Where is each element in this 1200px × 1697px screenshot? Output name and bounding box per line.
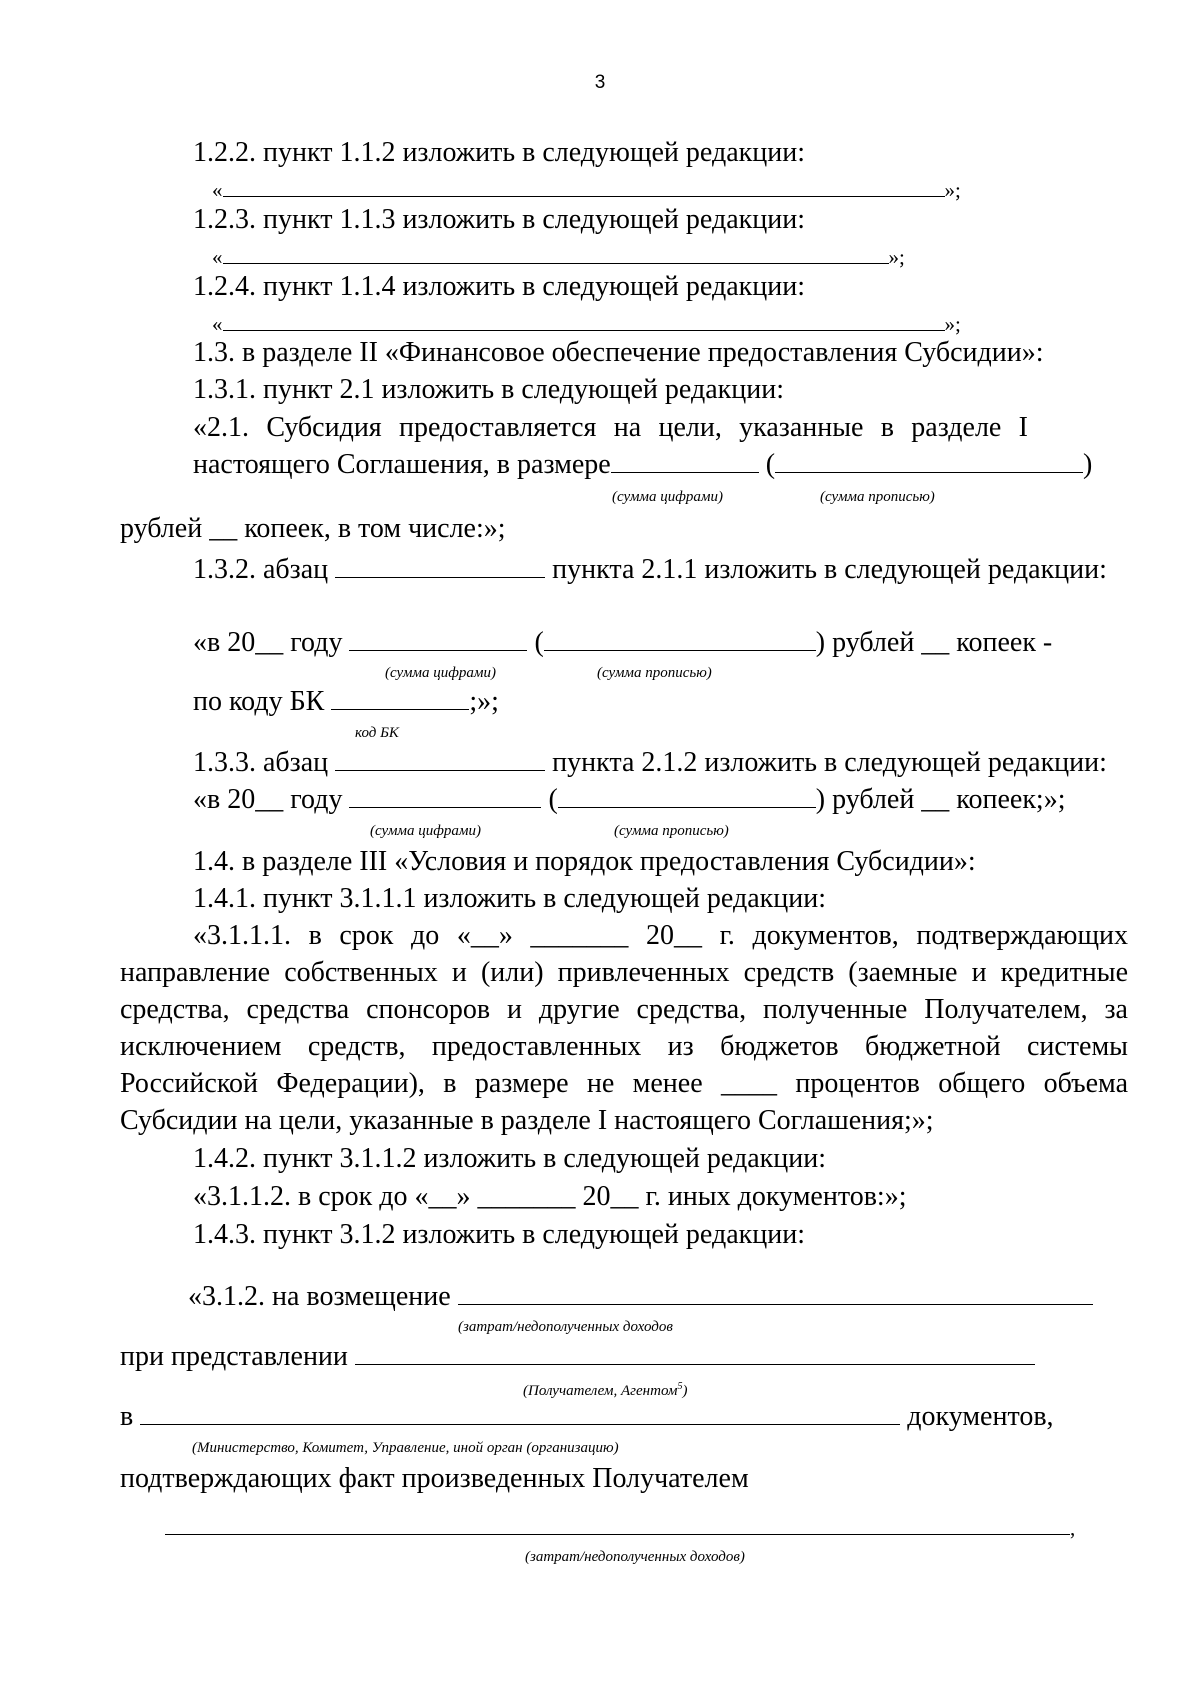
para-3-1-1-1-line6: Субсидии на цели, указанные в разделе I настоящего Соглашения;»;	[120, 1105, 934, 1136]
item-1-3-3-text: пункта 2.1.2 изложить в следующей редакции:	[552, 747, 1107, 778]
kbk-line	[193, 685, 499, 719]
item-2-1-line3: рублей __ копеек, в том числе:»;	[120, 513, 506, 544]
caption-costs-2: (затрат/недополученных доходов)	[525, 1549, 745, 1565]
fill-blank	[223, 172, 945, 197]
paragraph-blank	[335, 746, 545, 771]
paragraph-blank	[335, 553, 545, 578]
kbk-blank	[331, 685, 469, 710]
confirm-line: подтверждающих факт произведенных Получателем	[120, 1463, 749, 1494]
item-1-3-2	[193, 553, 1107, 587]
fill-blank	[223, 239, 889, 264]
caption-sum-digits: (сумма цифрами)	[370, 823, 481, 839]
caption-recipient-text: (Получателем, Агентом	[523, 1383, 678, 1399]
item-1-3-2-text: пункта 2.1.1 изложить в следующей редакции:	[552, 554, 1107, 585]
paren-open: (	[765, 449, 776, 480]
caption-ministry: (Министерство, Комитет, Управление, иной орган (организацию)	[192, 1440, 619, 1456]
quote-close: »;	[944, 312, 961, 336]
item-1-3-1: 1.3.1. пункт 2.1 изложить в следующей редакции:	[193, 374, 784, 405]
final-blank-line	[165, 1510, 1075, 1545]
caption-recipient	[523, 1378, 687, 1400]
quote-close: »;	[888, 245, 905, 269]
para-3-1-1-1-line1: «3.1.1.1. в срок до «__» _______ 20__ г. документов, подтверждающих	[193, 920, 1128, 951]
quote-open: «	[212, 178, 223, 202]
item-1-4-3: 1.4.3. пункт 3.1.2 изложить в следующей редакции:	[193, 1219, 805, 1250]
caption-sum-digits: (сумма цифрами)	[612, 489, 723, 505]
organ-line	[120, 1400, 1054, 1434]
item-1-3-2-label: 1.3.2. абзац	[193, 554, 329, 585]
costs-blank	[458, 1280, 1093, 1305]
para-3-1-1-1-line5: Российской Федерации), в размере не менее ____ процентов общего объема	[120, 1068, 1128, 1099]
paren-close: )	[1083, 449, 1093, 480]
item-1-2-3: 1.2.3. пункт 1.1.3 изложить в следующей редакции:	[193, 204, 805, 235]
fill-blank	[223, 306, 945, 331]
blank-line-1-1-2	[212, 172, 961, 207]
year-text: «в 20__ году	[193, 627, 343, 658]
sum-words-blank	[558, 783, 816, 808]
year-line-2-1-1	[193, 626, 1052, 660]
item-2-1-line2	[193, 448, 1092, 482]
page-number: 3	[594, 72, 606, 93]
sum-words-blank	[775, 448, 1083, 473]
recipient-blank	[355, 1340, 1035, 1365]
item-1-3: 1.3. в разделе II «Финансовое обеспечение предоставления Субсидии»:	[193, 337, 1044, 368]
sum-digits-blank	[349, 626, 527, 651]
year-text: «в 20__ году	[193, 784, 343, 815]
caption-sum-words: (сумма прописью)	[614, 823, 729, 839]
blank-line-1-1-3	[212, 239, 905, 274]
submission-line	[120, 1340, 1035, 1374]
year-line-2-1-2	[193, 783, 1065, 817]
para-3-1-1-1-line3: средства, средства спонсоров и другие средства, полученные Получателем, за	[120, 994, 1128, 1025]
final-comma: ,	[1070, 1516, 1076, 1540]
quote-open: «	[212, 245, 223, 269]
paren-open: (	[548, 784, 558, 815]
year-text-end: ) рублей __ копеек -	[815, 627, 1053, 658]
kbk-text: по коду БК	[193, 686, 325, 717]
sum-digits-blank	[349, 783, 541, 808]
quote-open: «	[212, 312, 223, 336]
organ-prefix: в	[120, 1401, 134, 1432]
caption-sum-digits: (сумма цифрами)	[385, 665, 496, 681]
caption-recipient-end: )	[682, 1383, 688, 1399]
para-3-1-1-1-line2: направление собственных и (или) привлеченных средств (заемные и кредитные	[120, 957, 1128, 988]
final-blank	[165, 1510, 1070, 1535]
footnote-ref: 5	[677, 1381, 683, 1392]
caption-sum-words: (сумма прописью)	[597, 665, 712, 681]
item-1-4-1: 1.4.1. пункт 3.1.1.1 изложить в следующей редакции:	[193, 883, 826, 914]
item-1-2-2: 1.2.2. пункт 1.1.2 изложить в следующей редакции:	[193, 137, 805, 168]
sum-words-blank	[544, 626, 816, 651]
item-2-1-line1: «2.1. Субсидия предоставляется на цели, указанные в разделе I	[193, 412, 1028, 443]
quote-close: »;	[944, 178, 961, 202]
item-3-1-2	[188, 1280, 1093, 1314]
para-3-1-1-1-line4: исключением средств, предоставленных из бюджетов бюджетной системы	[120, 1031, 1128, 1062]
item-1-2-4: 1.2.4. пункт 1.1.4 изложить в следующей редакции:	[193, 271, 805, 302]
submission-text: при представлении	[120, 1341, 348, 1372]
kbk-end: ;»;	[469, 686, 499, 717]
organ-blank	[140, 1400, 900, 1425]
paren-open: (	[534, 627, 544, 658]
item-1-3-3	[193, 746, 1107, 780]
item-3-1-1-2: «3.1.1.2. в срок до «__» _______ 20__ г. иных документов:»;	[193, 1181, 907, 1212]
item-3-1-2-text: «3.1.2. на возмещение	[188, 1281, 451, 1312]
organ-suffix: документов,	[907, 1401, 1054, 1432]
caption-kbk: код БК	[355, 725, 399, 741]
year-text-end: ) рублей __ копеек;»;	[815, 784, 1066, 815]
item-2-1-text: настоящего Соглашения, в размере	[193, 449, 611, 480]
item-1-4: 1.4. в разделе III «Условия и порядок предоставления Субсидии»:	[193, 846, 976, 877]
caption-costs: (затрат/недополученных доходов	[458, 1319, 673, 1335]
item-1-3-3-label: 1.3.3. абзац	[193, 747, 329, 778]
item-1-4-2: 1.4.2. пункт 3.1.1.2 изложить в следующей редакции:	[193, 1143, 826, 1174]
sum-digits-blank	[611, 448, 759, 473]
caption-sum-words: (сумма прописью)	[820, 489, 935, 505]
